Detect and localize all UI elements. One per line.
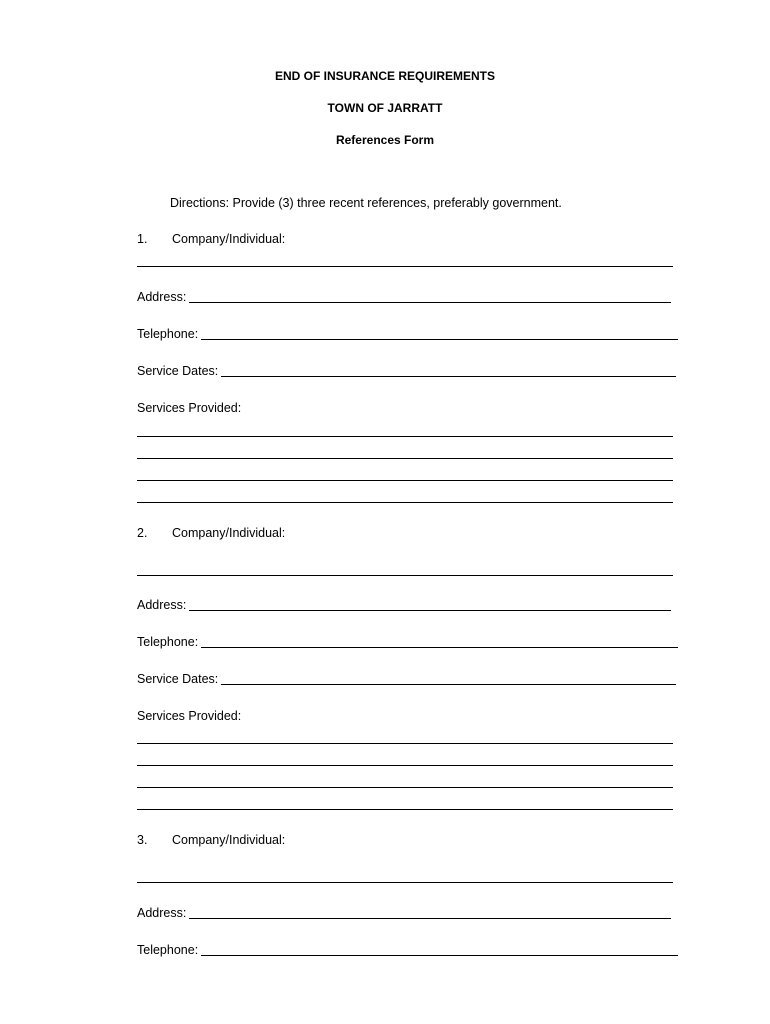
services-line[interactable] — [137, 787, 673, 788]
directions-text: Directions: Provide (3) three recent references, preferably government. — [170, 196, 562, 210]
reference-number: 1. — [137, 232, 148, 246]
service-dates-line[interactable] — [221, 376, 676, 377]
telephone-label: Telephone: — [137, 635, 199, 649]
service-dates-label: Service Dates: — [137, 364, 219, 378]
services-line[interactable] — [137, 765, 673, 766]
reference-number: 2. — [137, 526, 148, 540]
address-field[interactable] — [137, 598, 671, 613]
address-label: Address: — [137, 290, 187, 304]
address-line[interactable] — [189, 610, 671, 611]
telephone-field[interactable] — [137, 635, 678, 650]
services-provided-label: Services Provided: — [137, 709, 242, 723]
service-dates-line[interactable] — [221, 684, 676, 685]
form-title: END OF INSURANCE REQUIREMENTS — [274, 69, 495, 83]
services-line[interactable] — [137, 458, 673, 459]
service-dates-label: Service Dates: — [137, 672, 219, 686]
address-field[interactable] — [137, 290, 671, 305]
telephone-field[interactable] — [137, 327, 678, 342]
company-label: Company/Individual: — [172, 526, 286, 540]
telephone-line[interactable] — [201, 339, 678, 340]
telephone-label: Telephone: — [137, 327, 199, 341]
service-dates-field[interactable] — [137, 364, 676, 379]
services-line[interactable] — [137, 436, 673, 437]
company-line[interactable] — [137, 882, 673, 883]
telephone-label: Telephone: — [137, 943, 199, 957]
services-line[interactable] — [137, 743, 673, 744]
company-label: Company/Individual: — [172, 833, 286, 847]
services-provided-label: Services Provided: — [137, 401, 242, 415]
form-subtitle: References Form — [335, 133, 435, 147]
services-line[interactable] — [137, 502, 673, 503]
company-line[interactable] — [137, 575, 673, 576]
services-line[interactable] — [137, 480, 673, 481]
address-label: Address: — [137, 598, 187, 612]
company-label: Company/Individual: — [172, 232, 286, 246]
town-name: TOWN OF JARRATT — [327, 101, 443, 115]
address-label: Address: — [137, 906, 187, 920]
reference-number: 3. — [137, 833, 148, 847]
address-field[interactable] — [137, 906, 671, 921]
telephone-line[interactable] — [201, 647, 678, 648]
services-line[interactable] — [137, 809, 673, 810]
address-line[interactable] — [189, 918, 671, 919]
address-line[interactable] — [189, 302, 671, 303]
service-dates-field[interactable] — [137, 672, 676, 687]
company-line[interactable] — [137, 266, 673, 267]
telephone-line[interactable] — [201, 955, 678, 956]
telephone-field[interactable] — [137, 943, 678, 958]
